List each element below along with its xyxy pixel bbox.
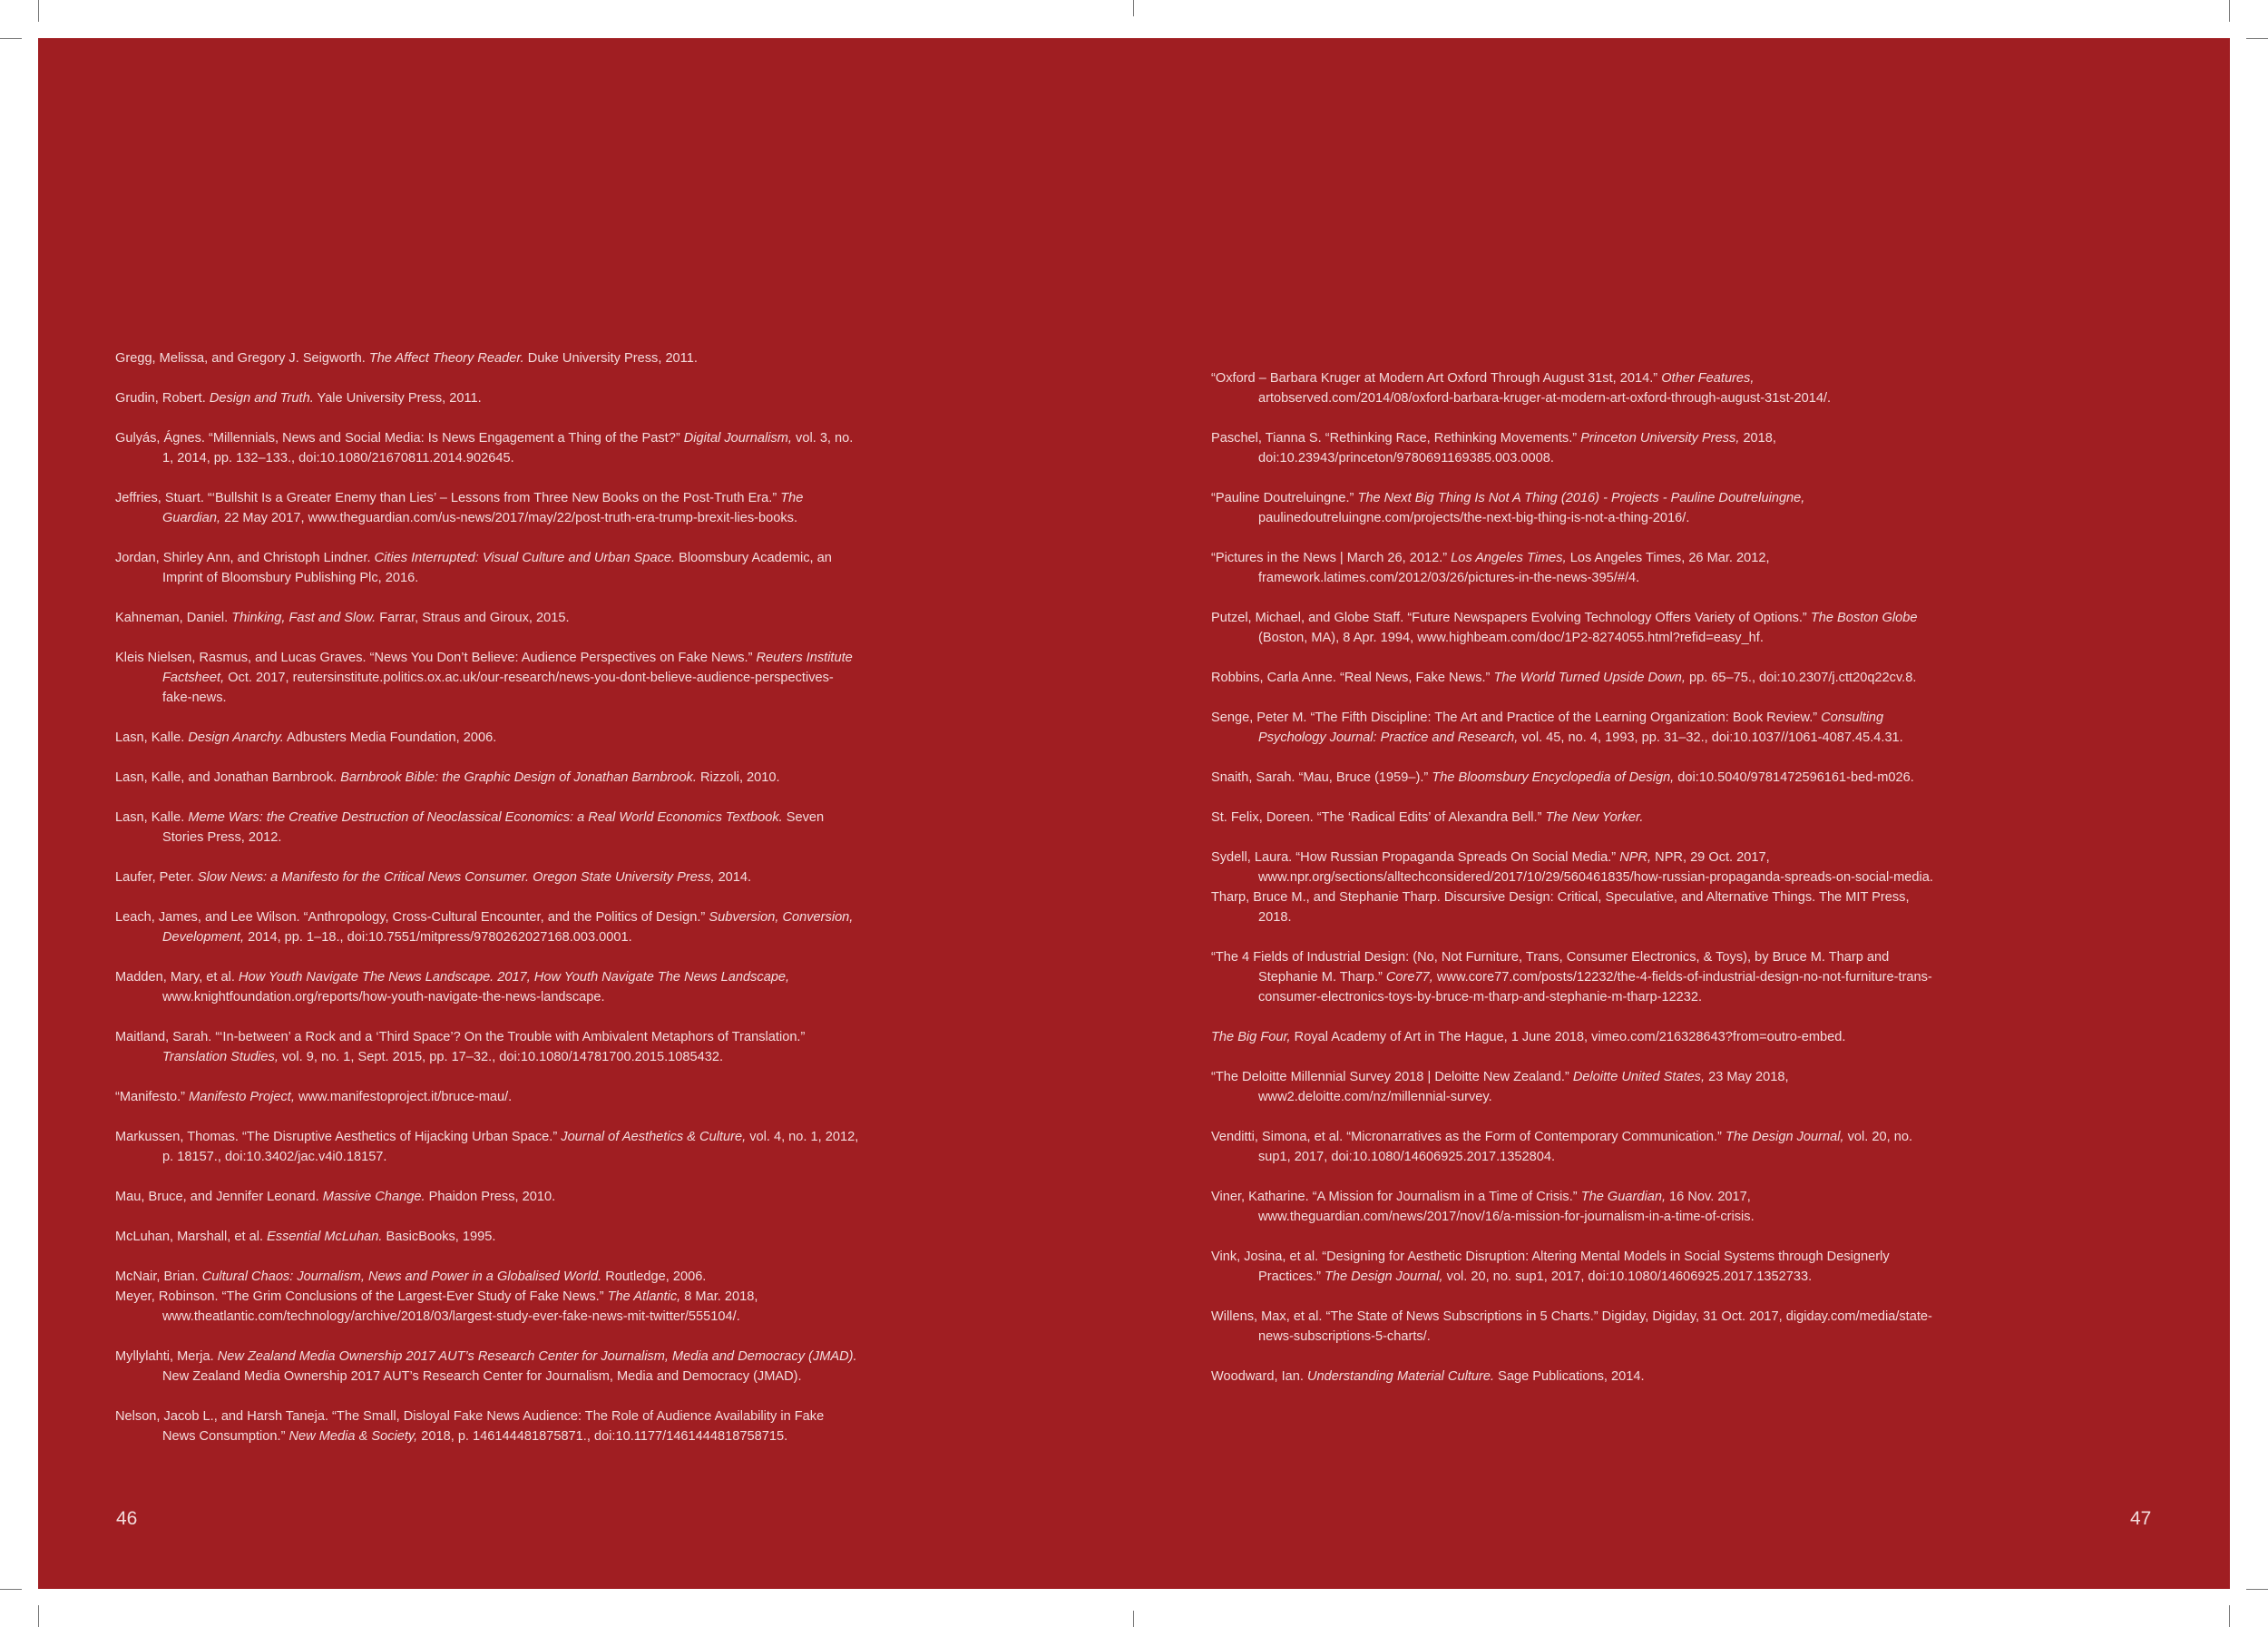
entry-title-italic: The Next Big Thing Is Not A Thing (2016) - Projects - Pauline Doutreluingne, [1357, 491, 1805, 505]
entry-text: 23 May 2018, www2.deloitte.com/nz/millennial-survey. [1258, 1070, 1789, 1104]
entry-text: Venditti, Simona, et al. “Micronarratives as the Form of Contemporary Communication.” [1211, 1130, 1725, 1144]
entry-text: BasicBooks, 1995. [382, 1230, 496, 1244]
entry-title-italic: Los Angeles Times, [1451, 551, 1567, 565]
bibliography-entry [115, 548, 859, 588]
entry-text: 8 Mar. 2018, www.theatlantic.com/technology/archive/2018/03/largest-study-ever-fake-news-mit-twitter/555104/. [162, 1289, 758, 1324]
entry-title-italic: Consulting Psychology Journal: Practice and Research, [1258, 711, 1884, 745]
entry-text: Adbusters Media Foundation, 2006. [283, 730, 497, 745]
entry-title-italic: The Atlantic, [607, 1289, 681, 1304]
entry-title-italic: Other Features, [1661, 371, 1755, 386]
entry-text: Routledge, 2006. [601, 1269, 707, 1284]
entry-title-italic: Slow News: a Manifesto for the Critical News Consumer. Oregon State University Press, [197, 870, 715, 885]
bibliography-entry [115, 608, 859, 628]
entry-text: “The Deloitte Millennial Survey 2018 | Deloitte New Zealand.” [1211, 1070, 1573, 1084]
bibliography-entry [1211, 1027, 1937, 1047]
bibliography-entry [115, 388, 859, 408]
entry-title-italic: Understanding Material Culture. [1307, 1369, 1495, 1384]
bibliography-entry [1211, 887, 1937, 927]
entry-text: Lasn, Kalle. [115, 730, 189, 745]
entry-title-italic: The Bloomsbury Encyclopedia of Design, [1432, 770, 1675, 785]
bibliography-entry [1211, 768, 1937, 788]
entry-title-italic: Journal of Aesthetics & Culture, [561, 1130, 747, 1144]
entry-text: Willens, Max, et al. “The State of News Subscriptions in 5 Charts.” Digiday, Digiday, 31 Oct. 2017, digiday.com/media/state-news-subscriptions-5-charts/. [1211, 1309, 1932, 1344]
bibliography-entry [1211, 1067, 1937, 1107]
entry-text: Mau, Bruce, and Jennifer Leonard. [115, 1190, 323, 1204]
entry-title-italic: Barnbrook Bible: the Graphic Design of Jonathan Barnbrook. [340, 770, 697, 785]
bibliography-entry [115, 867, 859, 887]
entry-text: Jordan, Shirley Ann, and Christoph Lindner. [115, 551, 375, 565]
entry-text: 22 May 2017, www.theguardian.com/us-news/2017/may/22/post-truth-era-trump-brexit-lies-books. [220, 511, 798, 525]
entry-text: Bloomsbury Academic, an Imprint of Bloomsbury Publishing Plc, 2016. [162, 551, 832, 585]
entry-title-italic: The Design Journal, [1324, 1269, 1443, 1284]
entry-title-italic: Deloitte United States, [1572, 1070, 1706, 1084]
bibliography-entry [1211, 1367, 1937, 1387]
entry-text: www.knightfoundation.org/reports/how-youth-navigate-the-news-landscape. [162, 990, 605, 1005]
entry-text: New Zealand Media Ownership 2017 AUT’s Research Center for Journalism, Media and Democracy (JMAD). [162, 1369, 802, 1384]
bibliography-entry [115, 1087, 859, 1107]
entry-text: Woodward, Ian. [1211, 1369, 1307, 1384]
bibliography-entry [115, 488, 859, 528]
entry-title-italic: Reuters Institute Factsheet, [162, 651, 853, 685]
entry-text: 2014, pp. 1–18., doi:10.7551/mitpress/9780262027168.003.0001. [244, 930, 632, 945]
entry-title-italic: Core77, [1385, 970, 1433, 985]
entry-text: Rizzoli, 2010. [696, 770, 780, 785]
entry-title-italic: The Design Journal, [1725, 1130, 1844, 1144]
bibliography-entry [115, 808, 859, 848]
entry-text: Maitland, Sarah. “‘In-between’ a Rock and a ‘Third Space’? On the Trouble with Ambivalent Metaphors of Translation.” [115, 1030, 806, 1044]
entry-text: Snaith, Sarah. “Mau, Bruce (1959–).” [1211, 770, 1432, 785]
entry-text: Sydell, Laura. “How Russian Propaganda Spreads On Social Media.” [1211, 850, 1620, 865]
entry-title-italic: Cities Interrupted: Visual Culture and Urban Space. [374, 551, 676, 565]
entry-title-italic: Design Anarchy. [188, 730, 284, 745]
entry-text: Royal Academy of Art in The Hague, 1 June 2018, vimeo.com/216328643?from=outro-embed. [1290, 1030, 1846, 1044]
entry-text: paulinedoutreluingne.com/projects/the-next-big-thing-is-not-a-thing-2016/. [1258, 511, 1690, 525]
bibliography-entry [1211, 708, 1937, 748]
entry-text: Yale University Press, 2011. [313, 391, 482, 406]
entry-title-italic: Subversion, Conversion, Development, [162, 910, 854, 945]
bibliography-entry [1211, 947, 1937, 1007]
entry-text: 2018, doi:10.23943/princeton/9780691169385.003.0008. [1258, 431, 1776, 466]
entry-title-italic: The Big Four, [1211, 1030, 1291, 1044]
entry-title-italic: NPR, [1619, 850, 1652, 865]
bibliography-entry [1211, 1187, 1937, 1227]
bibliography-entry [1211, 1127, 1937, 1167]
entry-text: McNair, Brian. [115, 1269, 202, 1284]
right-page-bibliography [1211, 368, 1937, 1406]
entry-text: Oct. 2017, reutersinstitute.politics.ox.ac.uk/our-research/news-you-dont-believe-audience-perspectives-fake-news. [162, 671, 834, 705]
bibliography-entry [115, 648, 859, 708]
bibliography-entry [1211, 488, 1937, 528]
entry-text: vol. 9, no. 1, Sept. 2015, pp. 17–32., doi:10.1080/14781700.2015.1085432. [278, 1050, 724, 1064]
entry-text: Kahneman, Daniel. [115, 611, 232, 625]
bibliography-entry [115, 1287, 859, 1327]
entry-text: Robbins, Carla Anne. “Real News, Fake News.” [1211, 671, 1494, 685]
bibliography-entry [1211, 1247, 1937, 1287]
crop-mark [1133, 1611, 1134, 1627]
entry-text: 2014. [714, 870, 752, 885]
bibliography-entry [1211, 668, 1937, 688]
bibliography-entry [115, 348, 859, 368]
entry-text: Laufer, Peter. [115, 870, 198, 885]
entry-title-italic: Thinking, Fast and Slow. [231, 611, 376, 625]
entry-title-italic: How Youth Navigate The News Landscape. 2017, How Youth Navigate The News Landscape, [239, 970, 790, 985]
entry-text: doi:10.5040/9781472596161-bed-m026. [1674, 770, 1914, 785]
entry-text: Tharp, Bruce M., and Stephanie Tharp. Discursive Design: Critical, Speculative, and Alternative Things. The MIT Press, 2018. [1211, 890, 1910, 925]
bibliography-entry [115, 428, 859, 468]
entry-title-italic: Translation Studies, [162, 1050, 279, 1064]
bibliography-entry [115, 1347, 859, 1387]
crop-mark [2229, 1605, 2230, 1627]
entry-title-italic: New Zealand Media Ownership 2017 AUT’s Research Center for Journalism, Media and Democracy (JMAD). [217, 1349, 857, 1364]
entry-text: artobserved.com/2014/08/oxford-barbara-kruger-at-modern-art-oxford-through-august-31st-2014/. [1258, 391, 1832, 406]
entry-text: Putzel, Michael, and Globe Staff. “Future Newspapers Evolving Technology Offers Variety of Options.” [1211, 611, 1811, 625]
entry-text: Duke University Press, 2011. [523, 351, 698, 366]
bibliography-entry [1211, 548, 1937, 588]
entry-title-italic: Essential McLuhan. [267, 1230, 383, 1244]
bibliography-entry [115, 1187, 859, 1207]
left-page-bibliography [115, 348, 859, 1466]
entry-text: “Pictures in the News | March 26, 2012.” [1211, 551, 1452, 565]
entry-text: Myllylahti, Merja. [115, 1349, 218, 1364]
bibliography-entry [115, 967, 859, 1007]
crop-mark [38, 0, 39, 22]
entry-text: “Oxford – Barbara Kruger at Modern Art Oxford Through August 31st, 2014.” [1211, 371, 1662, 386]
entry-text: Grudin, Robert. [115, 391, 210, 406]
entry-text: Viner, Katharine. “A Mission for Journalism in a Time of Crisis.” [1211, 1190, 1581, 1204]
crop-mark [2246, 1589, 2268, 1590]
entry-text: NPR, 29 Oct. 2017, www.npr.org/sections/alltechconsidered/2017/10/29/560461835/how-russian-propaganda-spreads-on-social-media. [1258, 850, 1933, 885]
entry-text: Lasn, Kalle, and Jonathan Barnbrook. [115, 770, 341, 785]
entry-title-italic: New Media & Society, [288, 1429, 418, 1444]
entry-title-italic: The Affect Theory Reader. [368, 351, 524, 366]
entry-text: vol. 3, no. 1, 2014, pp. 132–133., doi:10.1080/21670811.2014.902645. [162, 431, 854, 466]
bibliography-entry [115, 1406, 859, 1446]
entry-text: vol. 45, no. 4, 1993, pp. 31–32., doi:10.1037//1061-4087.45.4.31. [1518, 730, 1903, 745]
entry-text: www.core77.com/posts/12232/the-4-fields-of-industrial-design-no-not-furniture-trans-consumer-electronics-toys-by-bruce-m-tharp-and-stephanie-m-tharp-12232. [1258, 970, 1932, 1005]
entry-text: Gregg, Melissa, and Gregory J. Seigworth. [115, 351, 369, 366]
bibliography-entry [115, 1127, 859, 1167]
entry-text: Vink, Josina, et al. “Designing for Aesthetic Disruption: Altering Mental Models in Social Systems through Designerly Practices.” [1211, 1250, 1890, 1284]
entry-text: Seven Stories Press, 2012. [162, 810, 825, 845]
entry-text: St. Felix, Doreen. “The ‘Radical Edits’ of Alexandra Bell.” [1211, 810, 1546, 825]
bibliography-entry [115, 1027, 859, 1067]
entry-text: Jeffries, Stuart. “‘Bullshit Is a Greater Enemy than Lies’ – Lessons from Three New Books on the Post-Truth Era.” [115, 491, 781, 505]
entry-text: Los Angeles Times, 26 Mar. 2012, framework.latimes.com/2012/03/26/pictures-in-the-news-395/#/4. [1258, 551, 1770, 585]
crop-mark [2246, 38, 2268, 39]
entry-text: www.manifestoproject.it/bruce-mau/. [294, 1090, 513, 1104]
bibliography-entry [1211, 608, 1937, 648]
entry-text: vol. 20, no. sup1, 2017, doi:10.1080/14606925.2017.1352733. [1442, 1269, 1813, 1284]
entry-text: pp. 65–75., doi:10.2307/j.ctt20q22cv.8. [1685, 671, 1917, 685]
bibliography-entry [115, 1227, 859, 1247]
crop-mark [2229, 0, 2230, 22]
entry-title-italic: The World Turned Upside Down, [1493, 671, 1686, 685]
crop-mark [0, 38, 22, 39]
entry-text: (Boston, MA), 8 Apr. 1994, www.highbeam.com/doc/1P2-8274055.html?refid=easy_hf. [1258, 631, 1764, 645]
entry-title-italic: The Guardian, [162, 491, 804, 525]
entry-text: 16 Nov. 2017, www.theguardian.com/news/2017/nov/16/a-mission-for-journalism-in-a-time-of-crisis. [1258, 1190, 1755, 1224]
entry-text: McLuhan, Marshall, et al. [115, 1230, 268, 1244]
entry-title-italic: Massive Change. [322, 1190, 425, 1204]
entry-text: Phaidon Press, 2010. [425, 1190, 556, 1204]
entry-text: Madden, Mary, et al. [115, 970, 239, 985]
entry-text: Kleis Nielsen, Rasmus, and Lucas Graves. “News You Don’t Believe: Audience Perspectives on Fake News.” [115, 651, 757, 665]
bibliography-entry [1211, 368, 1937, 408]
entry-text: Nelson, Jacob L., and Harsh Taneja. “The Small, Disloyal Fake News Audience: The Role of Audience Availability in Fake News Consumption.” [115, 1409, 825, 1444]
entry-title-italic: Manifesto Project, [189, 1090, 295, 1104]
bibliography-entry [115, 768, 859, 788]
entry-text: Meyer, Robinson. “The Grim Conclusions of the Largest-Ever Study of Fake News.” [115, 1289, 608, 1304]
entry-text: “Manifesto.” [115, 1090, 190, 1104]
entry-title-italic: The Boston Globe [1810, 611, 1918, 625]
entry-title-italic: Meme Wars: the Creative Destruction of Neoclassical Economics: a Real World Economics Textbook. [188, 810, 783, 825]
entry-text: “Pauline Doutreluingne.” [1211, 491, 1358, 505]
bibliography-entry [1211, 848, 1937, 887]
bibliography-entry [1211, 1307, 1937, 1347]
entry-title-italic: The Guardian, [1580, 1190, 1666, 1204]
entry-text: Markussen, Thomas. “The Disruptive Aesthetics of Hijacking Urban Space.” [115, 1130, 562, 1144]
entry-text: “The 4 Fields of Industrial Design: (No, Not Furniture, Trans, Consumer Electronics, & Toys), by Bruce M. Tharp and Stephanie M. Tharp.” [1211, 950, 1890, 985]
entry-text: Senge, Peter M. “The Fifth Discipline: The Art and Practice of the Learning Organization: Book Review.” [1211, 711, 1822, 725]
crop-mark [1133, 0, 1134, 16]
entry-text: Sage Publications, 2014. [1494, 1369, 1645, 1384]
page-number-right: 47 [2130, 1508, 2152, 1529]
entry-title-italic: Cultural Chaos: Journalism, News and Power in a Globalised World. [201, 1269, 602, 1284]
bibliography-entry [1211, 808, 1937, 828]
crop-mark [0, 1589, 22, 1590]
bibliography-entry [115, 728, 859, 748]
entry-text: Paschel, Tianna S. “Rethinking Race, Rethinking Movements.” [1211, 431, 1581, 446]
entry-text: vol. 4, no. 1, 2012, p. 18157., doi:10.3402/jac.v4i0.18157. [162, 1130, 859, 1164]
entry-text: Gulyás, Ágnes. “Millennials, News and Social Media: Is News Engagement a Thing of the Past?” [115, 431, 684, 446]
bibliography-entry [115, 1267, 859, 1287]
entry-title-italic: Digital Journalism, [683, 431, 792, 446]
bibliography-entry [1211, 428, 1937, 468]
entry-title-italic: Princeton University Press, [1580, 431, 1740, 446]
entry-title-italic: The New Yorker. [1545, 810, 1644, 825]
bibliography-entry [115, 907, 859, 947]
entry-title-italic: Design and Truth. [209, 391, 314, 406]
entry-text: Farrar, Straus and Giroux, 2015. [376, 611, 570, 625]
entry-text: vol. 20, no. sup1, 2017, doi:10.1080/14606925.2017.1352804. [1258, 1130, 1913, 1164]
page-number-left: 46 [116, 1508, 138, 1529]
entry-text: Leach, James, and Lee Wilson. “Anthropology, Cross-Cultural Encounter, and the Politics of Design.” [115, 910, 709, 925]
crop-mark [38, 1605, 39, 1627]
entry-text: 2018, p. 146144481875871., doi:10.1177/1461444818758715. [417, 1429, 788, 1444]
entry-text: Lasn, Kalle. [115, 810, 189, 825]
